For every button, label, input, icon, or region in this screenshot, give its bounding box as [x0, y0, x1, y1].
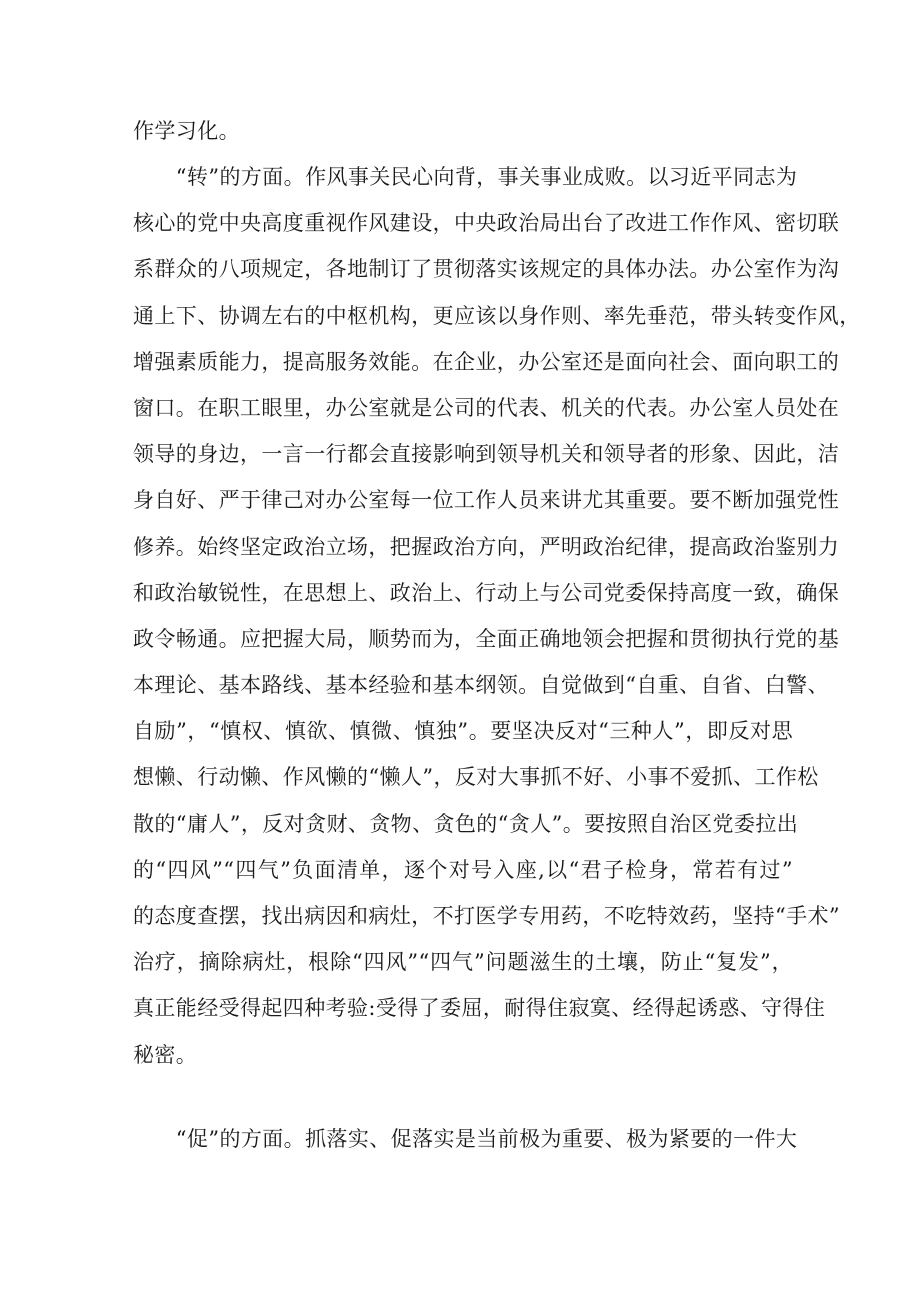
- text-line: 核心的党中央高度重视作风建设，中央政治局出台了改进工作作风、密切联: [133, 211, 840, 236]
- paragraph-cu-section: [133, 1116, 798, 1162]
- text-line: 领导的身边，一言一行都会直接影响到领导机关和领导者的形象、因此，洁: [133, 442, 840, 467]
- text-line: 政令畅通。应把握大局，顺势而为，全面正确地领会把握和贯彻执行党的基: [133, 626, 840, 651]
- text-line: 身自好、严于律己对办公室每一位工作人员来讲尤其重要。要不断加强党性: [133, 488, 840, 513]
- text-line: 和政治敏锐性，在思想上、政治上、行动上与公司党委保持高度一致，确保: [133, 580, 840, 605]
- text-line: 真正能经受得起四种考验:受得了委屈，耐得住寂寞、经得起诱惑、守得住: [133, 996, 826, 1021]
- text-line: 修养。始终坚定政治立场，把握政治方向，严明政治纪律，提高政治鉴别力: [133, 534, 840, 559]
- text-line: 秘密。: [133, 1042, 198, 1067]
- text-line: 自励”，“慎权、慎欲、慎微、慎独”。要坚决反对“三种人”，即反对思: [133, 719, 793, 744]
- text-line: 增强素质能力，提高服务效能。在企业，办公室还是面向社会、面向职工的: [133, 349, 840, 374]
- text-line: “转”的方面。作风事关民心向背，事关事业成败。以习近平同志为: [133, 165, 798, 189]
- text-line: 散的“庸人”，反对贪财、贪物、贪色的“贪人”。要按照自治区党委拉出: [133, 811, 799, 836]
- paragraph-continuation: [133, 108, 793, 154]
- text-line: 作学习化。: [133, 119, 240, 143]
- text-line: 想懒、行动懒、作风懒的“懒人”，反对大事抓不好、小事不爱抓、工作松: [133, 765, 819, 790]
- text-line: 治疗，摘除病灶，根除“四风”“四气”问题滋生的土壤，防止“复发”，: [133, 950, 793, 975]
- text-line: “促”的方面。抓落实、促落实是当前极为重要、极为紧要的一件大: [133, 1127, 798, 1151]
- text-line: 系群众的八项规定，各地制订了贯彻落实该规定的具体办法。办公室作为沟: [133, 257, 840, 282]
- paragraph-zhuan-section: [133, 154, 861, 1078]
- text-line: 通上下、协调左右的中枢机构，更应该以身作则、率先垂范，带头转变作风，: [133, 303, 861, 328]
- text-line: 本理论、基本路线、基本经验和基本纲领。自觉做到“自重、自省、白警、: [133, 673, 829, 698]
- text-line: 的“四风”“四气”负面清单，逐个对号入座,以“君子检身，常若有过”: [133, 857, 793, 882]
- text-line: 的态度查摆，找出病因和病灶，不打医学专用药，不吃特效药，坚持“手术”: [133, 904, 841, 928]
- text-line: 窗口。在职工眼里，办公室就是公司的代表、机关的代表。办公室人员处在: [133, 395, 840, 420]
